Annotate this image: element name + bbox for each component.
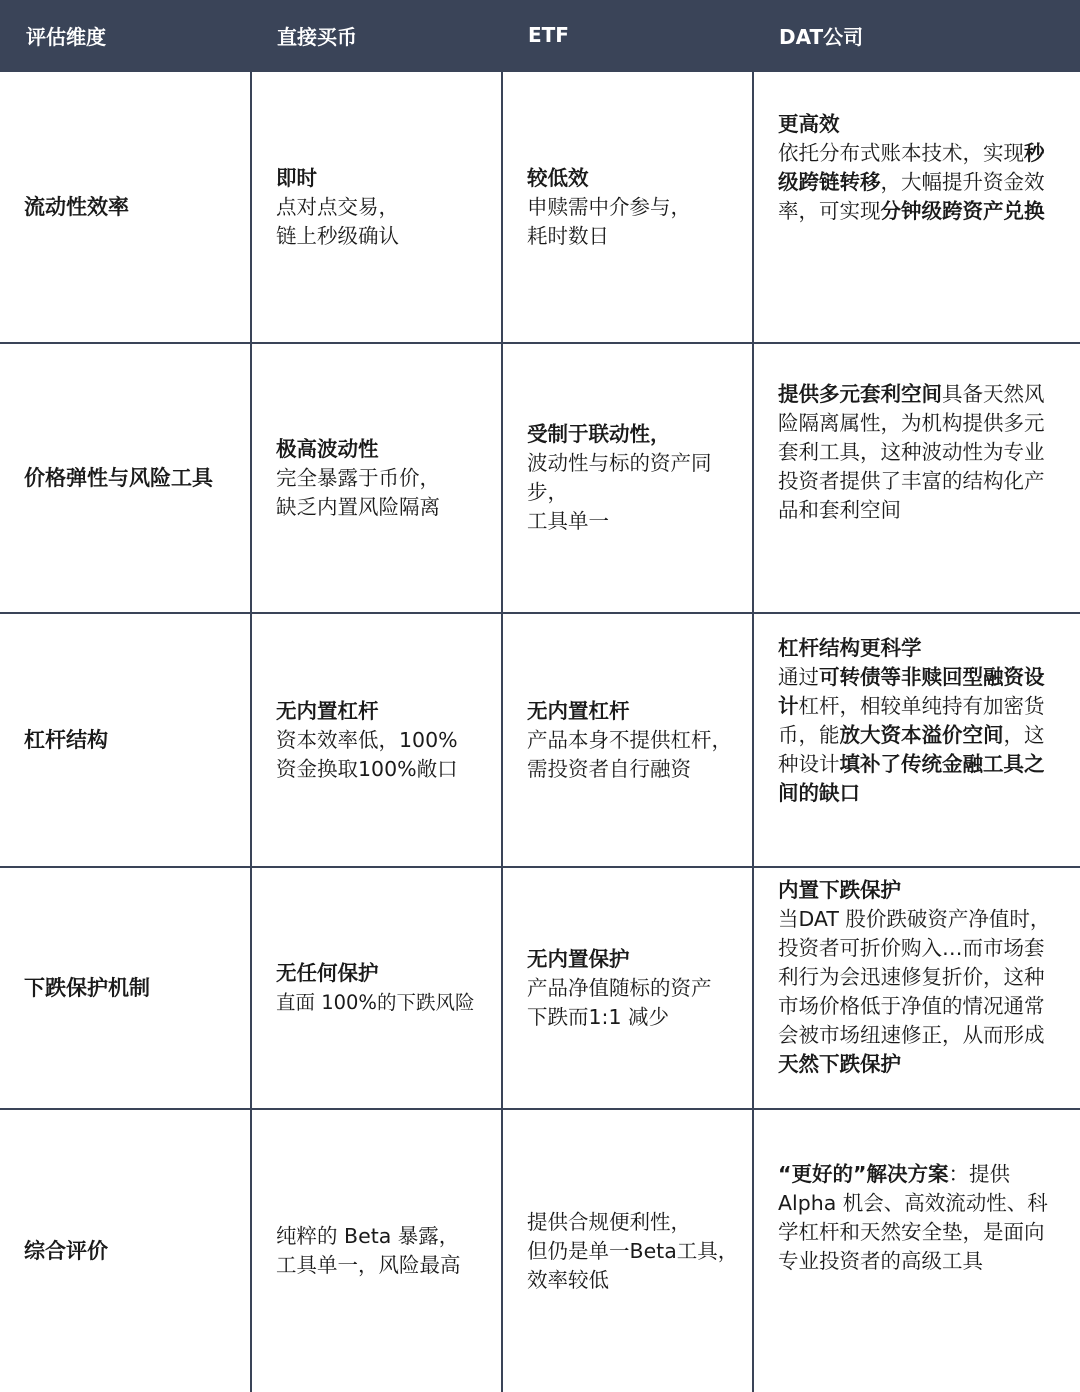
cell-title: 较低效 bbox=[527, 165, 589, 190]
etf-cell bbox=[502, 613, 753, 867]
direct-cell bbox=[251, 71, 502, 343]
cell-text: ，大幅提升资金效率，可实现 bbox=[778, 170, 1045, 223]
dat-cell bbox=[753, 613, 1080, 867]
cell-line: 申赎需中介参与， bbox=[527, 194, 691, 219]
table-row bbox=[0, 1109, 1080, 1392]
dat-cell bbox=[753, 71, 1080, 343]
table-row bbox=[0, 71, 1080, 343]
cell-title: 即时 bbox=[276, 165, 317, 190]
direct-cell bbox=[251, 1109, 502, 1392]
cell-text: 当DAT 股价跌破资产净值时，投资者可折价购入…而市场套利行为会迅速修复折价，这种市场价格低于净值的情况通常会被市场纽速修正，从而形成 bbox=[778, 907, 1051, 1047]
cell-emphasis: 天然下跌保护 bbox=[778, 1052, 901, 1076]
direct-cell bbox=[251, 343, 502, 613]
table-row bbox=[0, 613, 1080, 867]
dat-cell bbox=[753, 343, 1080, 613]
header-dat: DAT公司 bbox=[753, 0, 1080, 71]
etf-cell bbox=[502, 343, 753, 613]
table-header-row bbox=[0, 0, 1080, 71]
table-row bbox=[0, 867, 1080, 1109]
cell-line: 波动性与标的资产同步， bbox=[527, 451, 712, 504]
cell-line: 直面 100%的下跌风险 bbox=[276, 991, 475, 1014]
dimension-cell: 综合评价 bbox=[0, 1109, 251, 1392]
dimension-cell: 杠杆结构 bbox=[0, 613, 251, 867]
cell-emphasis: 分钟级跨资产兑换 bbox=[880, 199, 1045, 223]
cell-text: ：提供Alpha 机会、高效流动性、科学杠杆和天然安全垫，是面向专业投资者的高级工具 bbox=[778, 1162, 1048, 1273]
etf-cell bbox=[502, 1109, 753, 1392]
cell-line: 产品净值随标的资产 bbox=[527, 975, 712, 1000]
cell-title: 更高效 bbox=[778, 112, 840, 136]
cell-line: 缺乏内置风险隔离 bbox=[276, 494, 440, 519]
cell-text: 杠杆，相较单纯持有加密货币，能 bbox=[778, 694, 1045, 747]
cell-text: 依托分布式账本技术，实现 bbox=[778, 141, 1024, 165]
header-dimension: 评估维度 bbox=[0, 0, 251, 71]
cell-line: 需投资者自行融资 bbox=[527, 756, 691, 781]
dat-cell bbox=[753, 867, 1080, 1109]
cell-emphasis: 放大资本溢价空间 bbox=[839, 723, 1004, 747]
cell-text: 具备天然风险隔离属性，为机构提供多元套利工具，这种波动性为专业投资者提供了丰富的结构化产品和套利空间 bbox=[778, 382, 1045, 522]
cell-line: 链上秒级确认 bbox=[276, 223, 399, 248]
cell-title: 无内置保护 bbox=[527, 946, 630, 971]
cell-line: 资本效率低，100% bbox=[276, 727, 458, 752]
table-row bbox=[0, 343, 1080, 613]
cell-line: 纯粹的 Beta 暴露， bbox=[276, 1224, 460, 1248]
cell-title: 杠杆结构更科学 bbox=[778, 636, 922, 660]
cell-text: 通过 bbox=[778, 665, 819, 689]
cell-title: 内置下跌保护 bbox=[778, 878, 901, 902]
dimension-cell: 价格弹性与风险工具 bbox=[0, 343, 251, 613]
direct-cell bbox=[251, 613, 502, 867]
cell-title: 无内置杠杆 bbox=[527, 698, 630, 723]
cell-line: 工具单一 bbox=[527, 509, 609, 533]
cell-line: 产品本身不提供杠杆， bbox=[527, 727, 732, 752]
dimension-cell: 下跌保护机制 bbox=[0, 867, 251, 1109]
cell-emphasis: 填补了传统金融工具之间的缺口 bbox=[778, 752, 1045, 805]
cell-line: 资金换取100%敞口 bbox=[276, 756, 458, 781]
cell-emphasis: 可转债等非赎回型融资设计 bbox=[778, 665, 1045, 718]
header-direct-buy: 直接买币 bbox=[251, 0, 502, 71]
cell-title: 极高波动性 bbox=[276, 436, 379, 461]
cell-line: 下跌而1:1 减少 bbox=[527, 1004, 670, 1029]
header-etf: ETF bbox=[502, 0, 753, 71]
etf-cell bbox=[502, 867, 753, 1109]
cell-emphasis: “更好的”解决方案 bbox=[778, 1162, 949, 1186]
etf-cell bbox=[502, 71, 753, 343]
cell-line: 效率较低 bbox=[527, 1267, 609, 1292]
dat-cell bbox=[753, 1109, 1080, 1392]
cell-title: 受制于联动性， bbox=[527, 422, 671, 446]
cell-line: 完全暴露于币价， bbox=[276, 465, 440, 490]
cell-title: 无任何保护 bbox=[276, 961, 379, 985]
dimension-cell: 流动性效率 bbox=[0, 71, 251, 343]
direct-cell bbox=[251, 867, 502, 1109]
cell-emphasis: 提供多元套利空间 bbox=[778, 382, 942, 406]
cell-line: 耗时数日 bbox=[527, 223, 609, 248]
cell-line: 点对点交易， bbox=[276, 194, 399, 219]
cell-line: 提供合规便利性， bbox=[527, 1209, 691, 1234]
cell-emphasis: 秒级跨链转移 bbox=[778, 141, 1045, 194]
cell-title: 无内置杠杆 bbox=[276, 698, 379, 723]
cell-text: ，这种设计 bbox=[778, 723, 1045, 776]
cell-line: 但仍是单一Beta工具， bbox=[527, 1238, 739, 1263]
cell-line: 工具单一，风险最高 bbox=[276, 1253, 461, 1277]
